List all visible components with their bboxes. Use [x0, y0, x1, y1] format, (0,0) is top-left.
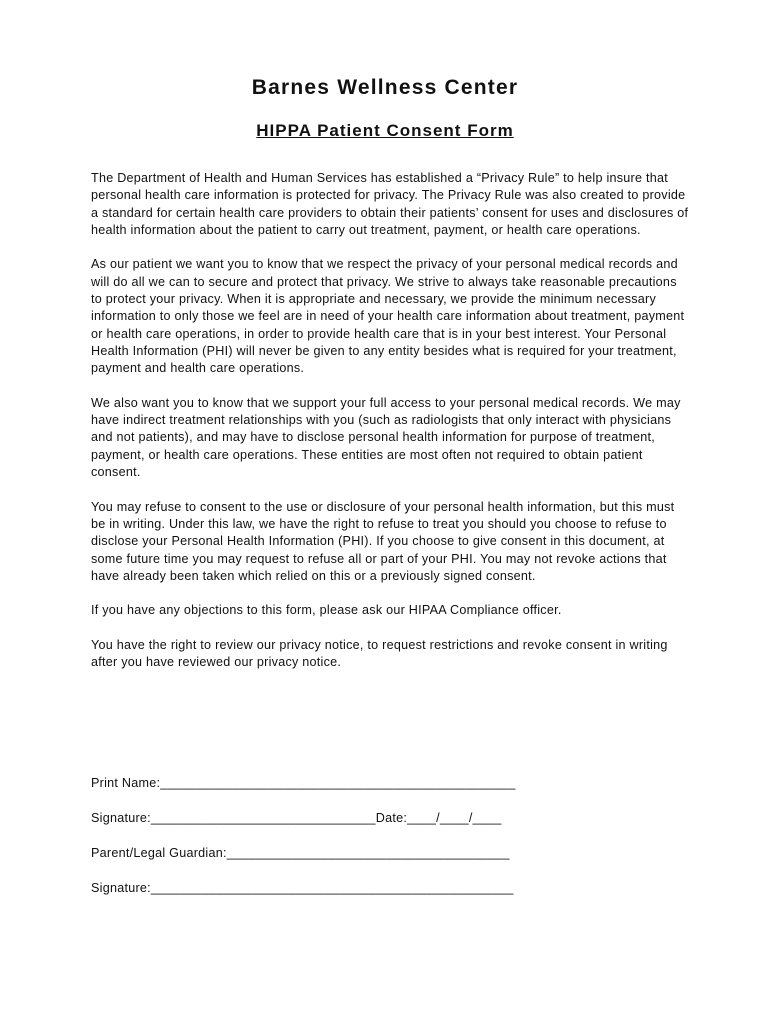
parent-guardian-field[interactable]: Parent/Legal Guardian:_______________________________________ [91, 846, 510, 860]
page-title: Barnes Wellness Center [251, 76, 519, 99]
signature-date-field[interactable]: Signature:_______________________________Date:____/____/____ [91, 811, 502, 825]
paragraph-respect-privacy: As our patient we want you to know that we respect the privacy of your personal medical records and will do all we can to secure and protect that privacy. We strive to always take reasonable precautions to protect your privacy. When it is appropriate and necessary, we provide the minimum necessary information to only those we feel are in need of your health care information about treatment, payment or health care operations, in order to provide health care that is in your best interest. Your Personal Health Information (PHI) will never be given to any entity besides what is required for your treatment, payment and health care operations. [91, 257, 685, 376]
form-subtitle: HIPPA Patient Consent Form [256, 121, 514, 140]
signature-fields [91, 774, 701, 914]
paragraph-privacy-rule: The Department of Health and Human Services has established a “Privacy Rule” to help insure that personal health care information is protected for privacy. The Privacy Rule was also created to provide a standard for certain health care providers to obtain their patients’ consent for uses and disclosures of health information about the patient to carry out treatment, payment, or health care operations. [91, 171, 689, 237]
form-body [91, 170, 691, 689]
guardian-signature-field[interactable]: Signature:__________________________________________________ [91, 881, 514, 895]
paragraph-refuse-consent: You may refuse to consent to the use or disclosure of your personal health information, but this must be in writing. Under this law, we have the right to refuse to treat you should you choose to refuse to disclose your Personal Health Information (PHI). If you choose to give consent in this document, at some future time you may request to refuse all or part of your PHI. You may not revoke actions that have already been taken which relied on this or a previously signed consent. [91, 499, 675, 583]
print-name-field[interactable]: Print Name:_________________________________________________ [91, 776, 516, 790]
paragraph-record-access: We also want you to know that we support your full access to your personal medical records. We may have indirect treatment relationships with you (such as radiologists that only interact with physicians and not patients), and may have to disclose personal health information for purpose of treatment, payment, or health care operations. These entities are most often not required to obtain patient consent. [91, 395, 681, 480]
paragraph-objections: If you have any objections to this form, please ask our HIPAA Compliance officer. [91, 603, 562, 618]
paragraph-review-rights: You have the right to review our privacy notice, to request restrictions and revoke consent in writing after you have reviewed our privacy notice. [91, 638, 668, 670]
